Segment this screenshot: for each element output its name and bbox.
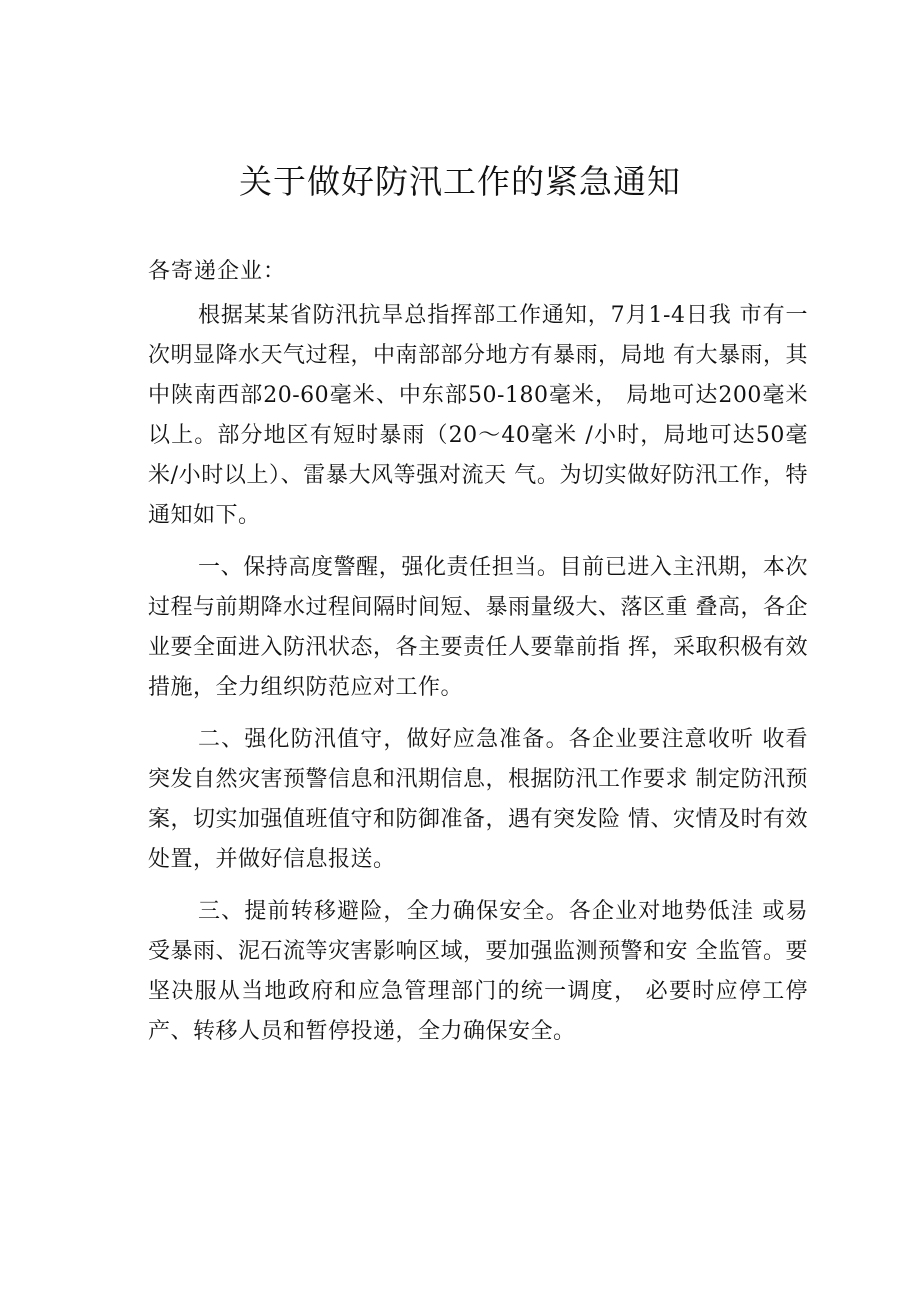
document-title: 关于做好防汛工作的紧急通知 bbox=[239, 162, 681, 201]
salutation: 各寄递企业： bbox=[148, 259, 287, 284]
paragraph-point-3: 三、提前转移避险，全力确保安全。各企业对地势低洼 或易受暴雨、泥石流等灾害影响区域，要加强监测预警和安 全监管。要坚决服从当地政府和应急管理部门的统一调度， 必要时应停工停产、转移人员和暂停投递，全力确保安全。 bbox=[148, 899, 808, 1044]
document-body bbox=[148, 252, 808, 1064]
paragraph-intro: 根据某某省防汛抗旱总指挥部工作通知，7月1-4日我 市有一次明显降水天气过程，中南部部分地方有暴雨，局地 有大暴雨，其中陕南西部20-60毫米、中东部50-180毫米， 局地可达200毫米以上。部分地区有短时暴雨（20～40毫米 /小时，局地可达50毫米/小时以上）、雷暴大风等强对流天 气。为切实做好防汛工作，特通知如下。 bbox=[148, 303, 808, 528]
paragraph-point-1: 一、保持高度警醒，强化责任担当。目前已进入主汛期，本次过程与前期降水过程间隔时间短、暴雨量级大、落区重 叠高，各企业要全面进入防汛状态，各主要责任人要靠前指 挥，采取积极有效措施，全力组织防范应对工作。 bbox=[148, 555, 808, 700]
paragraph-point-2: 二、强化防汛值守，做好应急准备。各企业要注意收听 收看突发自然灾害预警信息和汛期信息，根据防汛工作要求 制定防汛预案，切实加强值班值守和防御准备，遇有突发险 情、灾情及时有效处置，并做好信息报送。 bbox=[148, 727, 808, 872]
